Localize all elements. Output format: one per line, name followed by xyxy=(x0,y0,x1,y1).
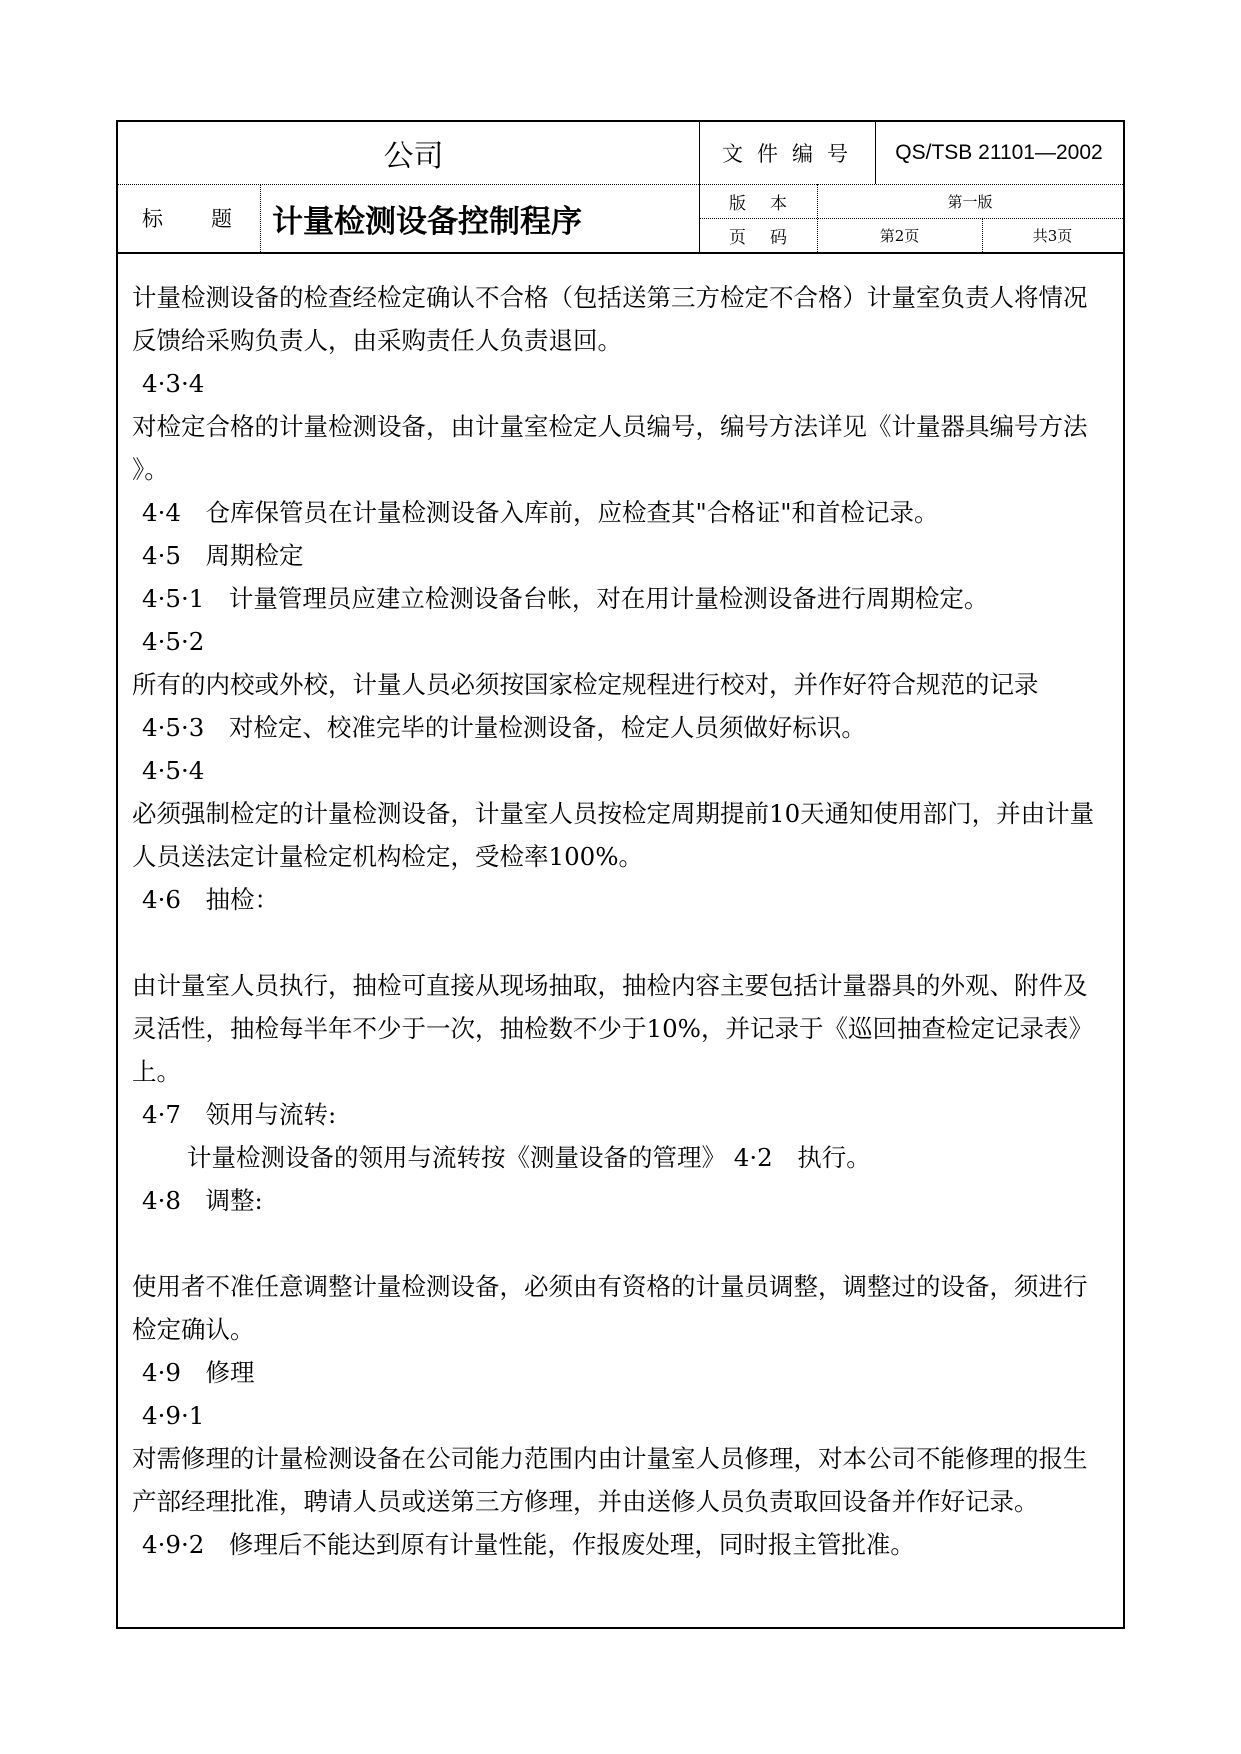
body-line: 产部经理批准，聘请人员或送第三方修理，并由送修人员负责取回设备并作好记录。 xyxy=(132,1487,1039,1516)
page-current: 第2页 xyxy=(879,226,920,245)
title-label: 标题 xyxy=(142,207,280,231)
page-label-char: 码 xyxy=(770,227,787,248)
blank-line xyxy=(132,921,1112,964)
section-heading: 4·9 修理 xyxy=(142,1358,255,1387)
body-line: 使用者不准任意调整计量检测设备，必须由有资格的计量员调整，调整过的设备，须进行 xyxy=(132,1272,1088,1301)
body-line: 所有的内校或外校，计量人员必须按国家检定规程进行校对，并作好符合规范的记录 xyxy=(132,670,1039,699)
body-line: 必须强制检定的计量检测设备，计量室人员按检定周期提前10天通知使用部门，并由计量 xyxy=(132,799,1095,828)
section-number: 4·5·4 xyxy=(142,756,205,785)
section-line: 4·5·1 计量管理员应建立检测设备台帐，对在用计量检测设备进行周期检定。 xyxy=(142,584,989,613)
document-header xyxy=(118,122,1123,254)
version-label-char: 本 xyxy=(770,193,787,214)
page-total: 共3页 xyxy=(1032,226,1073,245)
page-label-char: 页 xyxy=(729,227,746,248)
blank-line xyxy=(132,1222,1112,1265)
page-label xyxy=(699,218,817,252)
document-title: 计量检测设备控制程序 xyxy=(272,203,582,240)
section-line: 4·9·2 修理后不能达到原有计量性能，作报废处理，同时报主管批准。 xyxy=(142,1530,915,1559)
version-value: 第一版 xyxy=(947,192,993,211)
section-heading: 4·7 领用与流转: xyxy=(142,1100,337,1129)
body-line: 对检定合格的计量检测设备，由计量室检定人员编号，编号方法详见《计量器具编号方法 xyxy=(132,412,1088,441)
body-line: 人员送法定计量检定机构检定，受检率100%。 xyxy=(132,842,644,871)
section-line: 4·4 仓库保管员在计量检测设备入库前，应检查其"合格证"和首检记录。 xyxy=(142,498,939,527)
body-line: 由计量室人员执行，抽检可直接从现场抽取，抽检内容主要包括计量器具的外观、附件及 xyxy=(132,971,1088,1000)
section-heading: 4·5 周期检定 xyxy=(142,541,304,570)
body-line: 检定确认。 xyxy=(132,1315,255,1344)
section-number: 4·3·4 xyxy=(142,369,205,398)
body-line: 计量检测设备的检查经检定确认不合格（包括送第三方检定不合格）计量室负责人将情况 xyxy=(132,283,1088,312)
body-line: 对需修理的计量检测设备在公司能力范围内由计量室人员修理，对本公司不能修理的报生 xyxy=(132,1444,1088,1473)
section-number: 4·5·2 xyxy=(142,627,205,656)
body-line: 计量检测设备的领用与流转按《测量设备的管理》 4·2 执行。 xyxy=(187,1143,871,1172)
body-line: 反馈给采购负责人，由采购责任人负责退回。 xyxy=(132,326,622,355)
version-label-char: 版 xyxy=(729,193,746,214)
document-body xyxy=(132,276,1112,1566)
section-line: 4·5·3 对检定、校准完毕的计量检测设备，检定人员须做好标识。 xyxy=(142,713,866,742)
version-label xyxy=(699,184,817,218)
section-heading: 4·8 调整: xyxy=(142,1186,263,1215)
body-line: 上。 xyxy=(132,1057,181,1086)
section-number: 4·9·1 xyxy=(142,1401,205,1430)
body-line: 》。 xyxy=(132,455,169,484)
doc-number: QS/TSB 21101—2002 xyxy=(895,141,1103,164)
doc-number-label: 文件编号 xyxy=(722,142,862,166)
document-frame xyxy=(116,120,1125,1629)
company-name: 公司 xyxy=(383,139,444,174)
section-heading: 4·6 抽检： xyxy=(142,885,279,914)
body-line: 灵活性，抽检每半年不少于一次，抽检数不少于10%，并记录于《巡回抽查检定记录表》 xyxy=(132,1014,1093,1043)
